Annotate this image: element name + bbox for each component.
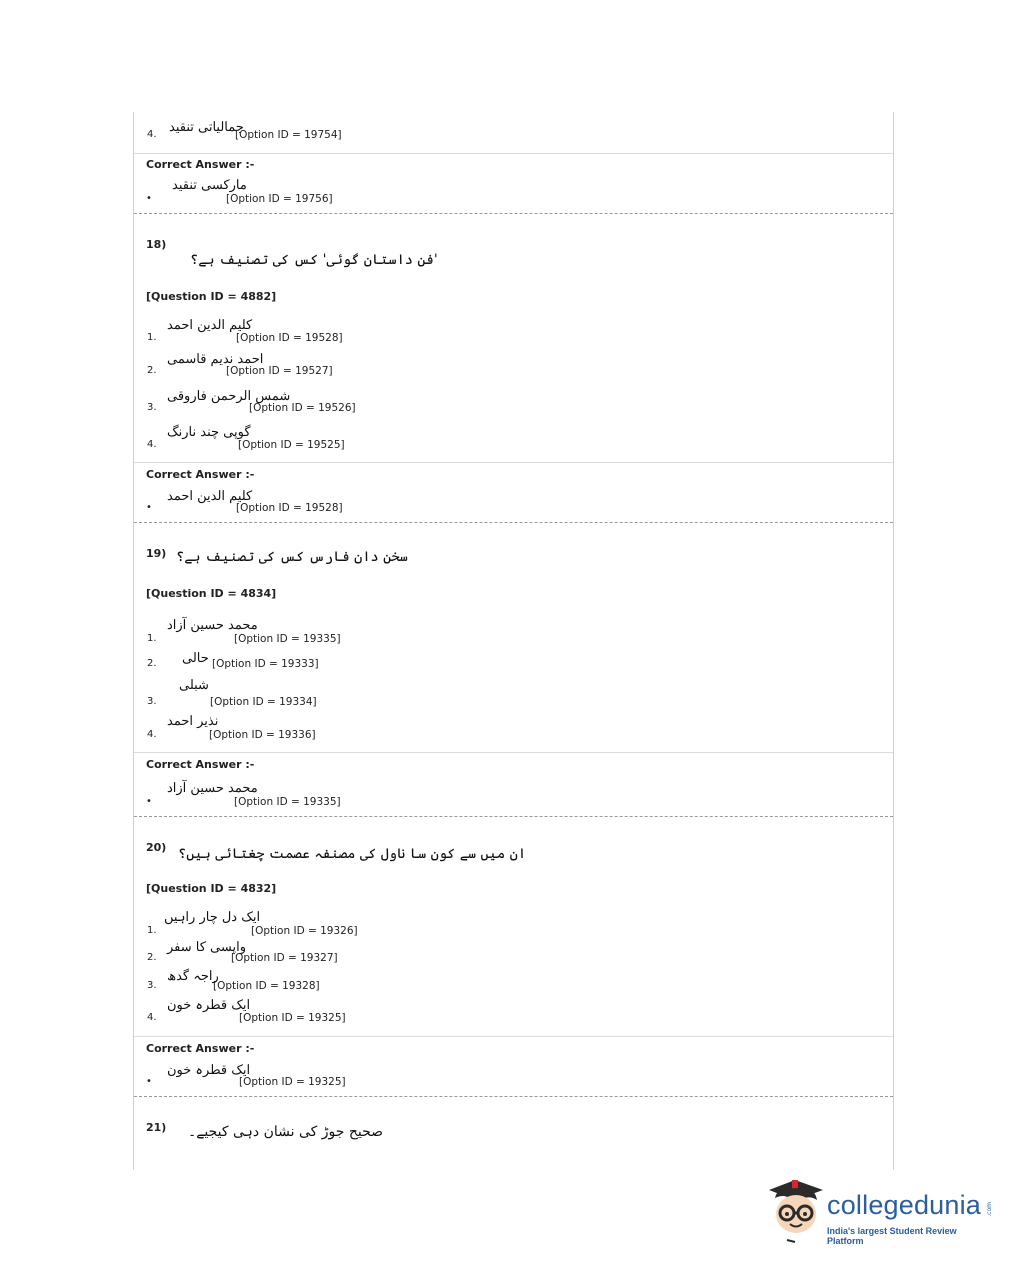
correct-answer-option-id: [Option ID = 19528] <box>236 502 343 514</box>
question-id: [Question ID = 4834] <box>146 587 277 600</box>
option-id: [Option ID = 19326] <box>251 925 358 937</box>
correct-answer-option-id: [Option ID = 19325] <box>239 1076 346 1088</box>
option-urdu-text: نذیر احمد <box>167 714 219 729</box>
correct-answer-urdu-text: ایک قطرہ خون <box>167 1063 251 1078</box>
option-id: [Option ID = 19334] <box>210 696 317 708</box>
question-separator <box>134 816 893 817</box>
exam-sheet <box>133 112 894 1170</box>
bullet: • <box>146 193 152 204</box>
option-number: 1. <box>147 925 157 936</box>
question-separator <box>134 213 893 214</box>
bullet: • <box>146 796 152 807</box>
question-number: 20) <box>146 841 167 854</box>
option-id: [Option ID = 19528] <box>236 332 343 344</box>
question-number: 18) <box>146 238 167 251</box>
correct-answer-urdu-text: کلیم الدین احمد <box>167 489 253 504</box>
option-urdu-text: محمد حسین آزاد <box>167 618 258 633</box>
option-urdu-text: ایک دل چار راہیں <box>164 910 261 925</box>
question-urdu-text: سخن دان فارس کس کی تصنیف ہے؟ <box>176 549 408 565</box>
question-id: [Question ID = 4882] <box>146 290 277 303</box>
option-urdu-text: کلیم الدین احمد <box>167 318 253 333</box>
bullet: • <box>146 1076 152 1087</box>
question-urdu-text: ان میں سے کون سا ناول کی مصنفہ عصمت چغتائی ہیں؟ <box>178 846 527 862</box>
option-urdu-text: حالی <box>182 651 209 666</box>
correct-answer-label: Correct Answer :- <box>146 1042 255 1055</box>
option-number: 2. <box>147 952 157 963</box>
divider <box>134 462 893 463</box>
question-urdu-text: 'فن داستان گوئی' کس کی تصنیف ہے؟ <box>190 252 438 268</box>
question-urdu-text: صحیح جوڑ کی نشان دہی کیجیے۔ <box>188 1124 384 1140</box>
option-number: 4. <box>147 1012 157 1023</box>
option-number: 1. <box>147 633 157 644</box>
option-number: 4. <box>147 729 157 740</box>
option-urdu-text: احمد ندیم قاسمی <box>167 352 264 367</box>
option-number: 2. <box>147 365 157 376</box>
brand-name: collegedunia <box>827 1190 982 1220</box>
option-number: 3. <box>147 402 157 413</box>
option-urdu-text: شبلی <box>179 678 209 693</box>
option-urdu-text: ایک قطرہ خون <box>167 998 251 1013</box>
correct-answer-option-id: [Option ID = 19756] <box>226 193 333 205</box>
option-id: [Option ID = 19527] <box>226 365 333 377</box>
option-urdu-text: راجہ گدھ <box>167 969 219 984</box>
option-id: [Option ID = 19525] <box>238 439 345 451</box>
option-number: 2. <box>147 658 157 669</box>
correct-answer-urdu-text: محمد حسین آزاد <box>167 781 258 796</box>
divider <box>134 1036 893 1037</box>
option-urdu-text: گوپی چند نارنگ <box>167 425 251 440</box>
bullet: • <box>146 502 152 513</box>
option-number: 3. <box>147 980 157 991</box>
question-id: [Question ID = 4832] <box>146 882 277 895</box>
brand-domain-suffix: .com <box>986 1202 993 1217</box>
correct-answer-option-id: [Option ID = 19335] <box>234 796 341 808</box>
option-id: [Option ID = 19327] <box>231 952 338 964</box>
collegedunia-logo <box>765 1176 995 1246</box>
option-urdu-text: واپسی کا سفر <box>167 940 246 955</box>
option-urdu-text: جمالیاتی تنقید <box>169 120 244 135</box>
option-id: [Option ID = 19754] <box>235 129 342 141</box>
question-separator <box>134 522 893 523</box>
question-number: 21) <box>146 1121 167 1134</box>
correct-answer-label: Correct Answer :- <box>146 468 255 481</box>
divider <box>134 752 893 753</box>
option-number: 1. <box>147 332 157 343</box>
correct-answer-label: Correct Answer :- <box>146 758 255 771</box>
option-number: 3. <box>147 696 157 707</box>
student-mascot-icon <box>765 1176 827 1246</box>
option-id: [Option ID = 19526] <box>249 402 356 414</box>
question-separator <box>134 1096 893 1097</box>
option-id: [Option ID = 19335] <box>234 633 341 645</box>
option-id: [Option ID = 19325] <box>239 1012 346 1024</box>
divider <box>134 153 893 154</box>
option-id: [Option ID = 19336] <box>209 729 316 741</box>
option-number: 4. <box>147 439 157 450</box>
correct-answer-label: Correct Answer :- <box>146 158 255 171</box>
option-id: [Option ID = 19328] <box>213 980 320 992</box>
correct-answer-urdu-text: مارکسی تنقید <box>172 178 247 193</box>
option-id: [Option ID = 19333] <box>212 658 319 670</box>
option-number: 4. <box>147 129 157 140</box>
question-number: 19) <box>146 547 167 560</box>
option-urdu-text: شمس الرحمن فاروقی <box>167 389 291 404</box>
brand-tagline: India's largest Student Review Platform <box>827 1226 957 1246</box>
